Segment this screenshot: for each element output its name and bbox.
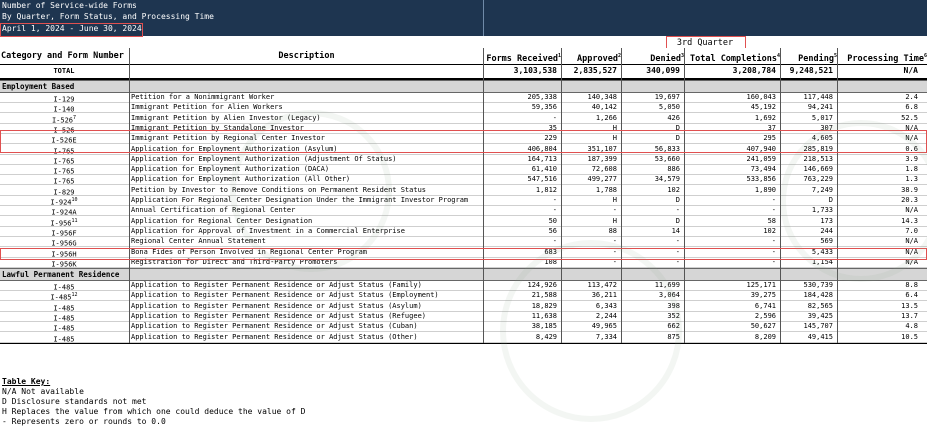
cell-pending: 94,241 (807, 103, 833, 112)
cell-received: - (552, 196, 557, 204)
footnote-marker: 10 (71, 197, 78, 203)
column-divider (129, 48, 130, 343)
cell-completions: 73,494 (750, 165, 776, 174)
cell-processing: N/A (905, 247, 918, 256)
form-description: Bona Fides of Person Involved in Regional Center Program (131, 247, 368, 256)
cell-pending: 173 (820, 216, 833, 225)
form-number-text: I-956 (50, 218, 72, 227)
cell-pending: 4,605 (811, 134, 833, 143)
form-description: Application to Register Permanent Residence or Adjust Status (Other) (131, 332, 418, 341)
form-description: Application for Approval of Investment in a Commercial Enterprise (131, 226, 405, 235)
cell-received: 11,638 (531, 312, 557, 320)
form-description: Application For Regional Center Designation Under the Immigrant Investor Program (131, 196, 469, 204)
cell-processing: N/A (905, 134, 918, 143)
cell-denied: 5,050 (658, 103, 680, 112)
total-completions: 3,208,784 (732, 66, 776, 75)
form-description: Application for Employment Authorization (All Other) (131, 175, 351, 184)
form-number-text: I-829 (53, 188, 75, 197)
cell-denied: - (675, 237, 680, 246)
cell-denied: D (675, 216, 680, 225)
col-approved: Approved$^2$ (577, 53, 621, 64)
cell-denied: 352 (667, 312, 680, 320)
cell-completions: 8,209 (754, 332, 776, 341)
form-number-text: I-129 (53, 95, 75, 104)
cell-denied: 34,579 (654, 175, 680, 184)
form-description: Application for Regional Center Designation (131, 216, 313, 225)
form-description: Application to Register Permanent Residence or Adjust Status (Family) (131, 281, 422, 290)
cell-approved: 187,399 (587, 154, 617, 163)
cell-approved: 113,472 (587, 281, 617, 290)
report-header (0, 0, 927, 36)
cell-completions: 1,692 (754, 113, 776, 122)
form-description: Immigrant Petition by Standalone Investor (131, 123, 304, 132)
cell-approved: 72,608 (591, 165, 617, 174)
form-description: Application for Employment Authorization (Adjustment Of Status) (131, 154, 397, 163)
cell-denied: 56,833 (654, 144, 680, 153)
cell-completions: - (771, 237, 776, 246)
footnote-marker: 7 (73, 114, 77, 121)
total-denied: 340,099 (646, 66, 680, 75)
cell-approved: - (612, 257, 617, 266)
total-pending: 9,248,521 (789, 66, 833, 75)
table-key-item: H Replaces the value from which one could deduce the value of D (2, 407, 306, 416)
cell-completions: 45,192 (750, 103, 776, 112)
cell-pending: 569 (820, 237, 833, 246)
form-number-text: I-485 (53, 283, 75, 292)
cell-processing: N/A (905, 206, 918, 215)
cell-completions: 125,171 (746, 281, 776, 290)
cell-received: 124,926 (527, 281, 557, 290)
cell-denied: 886 (667, 165, 680, 174)
report-subtitle: By Quarter, Form Status, and Processing Time (2, 12, 214, 21)
cell-processing: 0.6 (905, 144, 918, 153)
cell-processing: 6.8 (905, 103, 918, 112)
cell-processing: 52.5 (901, 113, 918, 122)
form-number-text: I-956H (51, 249, 77, 258)
form-number-text: I-485 (50, 293, 72, 302)
cell-completions: 533,856 (746, 175, 776, 184)
quarter-label: 3rd Quarter (676, 38, 734, 48)
cell-pending: 7,249 (811, 185, 833, 194)
cell-completions: 295 (763, 134, 776, 143)
cell-approved: 88 (608, 226, 617, 235)
form-number-text: I-485 (53, 334, 75, 343)
cell-processing: 1.3 (905, 175, 918, 184)
cell-completions: 6,741 (754, 301, 776, 310)
cell-completions: 58 (767, 216, 776, 225)
cell-received: 1,812 (535, 185, 557, 194)
cell-received: 229 (544, 134, 557, 143)
column-divider (837, 48, 838, 343)
cell-pending: 145,707 (803, 322, 833, 331)
cell-pending: 530,739 (803, 281, 833, 290)
cell-received: 108 (544, 257, 557, 266)
cell-pending: 5,017 (811, 113, 833, 122)
cell-received: 406,804 (527, 144, 557, 153)
form-description: Immigrant Petition by Alien Investor (Legacy) (131, 113, 321, 122)
cell-received: 56 (548, 226, 557, 235)
form-description: Petition for a Nonimmigrant Worker (131, 93, 275, 101)
cell-completions: 2,596 (754, 312, 776, 320)
form-description: Application for Employment Authorization (Asylum) (131, 144, 338, 153)
cell-completions: 160,043 (746, 93, 776, 101)
cell-pending: 184,428 (803, 291, 833, 300)
cell-pending: D (828, 196, 833, 204)
column-divider (684, 48, 685, 343)
form-number-text: I-526 (51, 115, 74, 124)
cell-pending: 39,425 (807, 312, 833, 320)
cell-pending: 82,565 (807, 301, 833, 310)
cell-denied: - (675, 247, 680, 256)
cell-approved: 6,343 (595, 301, 617, 310)
table-key-title: Table Key: (2, 377, 51, 386)
cell-denied: D (675, 134, 680, 143)
cell-denied: D (675, 123, 680, 132)
cell-approved: - (612, 206, 617, 215)
cell-received: 61,410 (531, 165, 557, 174)
table-bottom-border (0, 343, 927, 344)
form-number-text: I-765 (53, 177, 75, 186)
cell-processing: 4.8 (905, 322, 918, 331)
form-description: Application to Register Permanent Residence or Adjust Status (Employment) (131, 291, 439, 300)
cell-received: 50 (548, 216, 557, 225)
cell-pending: 244 (820, 226, 833, 235)
cell-denied: 398 (667, 301, 680, 310)
form-description: Immigrant Petition by Regional Center Investor (131, 134, 325, 143)
col-processing: Processing Time$^6$ (847, 53, 927, 64)
cell-completions: - (771, 247, 776, 256)
cell-approved: 2,244 (595, 312, 617, 320)
cell-approved: 40,142 (591, 103, 617, 112)
table-key-item: - Represents zero or rounds to 0.0 (2, 417, 166, 426)
cell-approved: 1,788 (595, 185, 617, 194)
cell-processing: 13.7 (901, 312, 918, 320)
cell-approved: H (612, 196, 617, 204)
form-description: Application to Register Permanent Residence or Adjust Status (Cuban) (131, 322, 418, 331)
cell-pending: 763,229 (803, 175, 833, 184)
cell-pending: 307 (820, 123, 833, 132)
section-title: Lawful Permanent Residence (2, 270, 120, 280)
cell-completions: 50,627 (750, 322, 776, 331)
cell-processing: 10.5 (901, 332, 918, 341)
cell-completions: 102 (763, 226, 776, 235)
cell-received: 547,516 (527, 175, 557, 184)
col-pending: Pending$^5$ (798, 53, 837, 64)
cell-approved: H (612, 123, 617, 132)
total-row (0, 64, 927, 80)
cell-processing: 2.4 (905, 93, 918, 101)
footnote-marker: 12 (71, 292, 78, 299)
cell-received: 38,185 (531, 322, 557, 331)
form-number-text: I-956F (51, 229, 77, 238)
cell-denied: 14 (671, 226, 680, 235)
cell-approved: - (612, 247, 617, 256)
cell-denied: D (675, 196, 680, 204)
cell-received: 205,338 (527, 93, 557, 101)
cell-processing: N/A (905, 123, 918, 132)
cell-pending: 146,669 (803, 165, 833, 174)
cell-pending: 117,448 (803, 93, 833, 101)
form-number-text: I-140 (53, 105, 75, 114)
cell-received: 683 (544, 247, 557, 256)
column-divider (780, 48, 781, 343)
cell-processing: 7.0 (905, 226, 918, 235)
cell-completions: - (771, 206, 776, 215)
col-received: Forms Received$^1$ (486, 53, 561, 64)
cell-processing: N/A (905, 237, 918, 246)
form-number-text: I-956K (51, 260, 77, 269)
form-description: Immigrant Petition for Alien Workers (131, 103, 283, 112)
col-description: Description (278, 51, 335, 61)
cell-approved: H (612, 216, 617, 225)
cell-pending: 285,819 (803, 144, 833, 153)
total-received: 3,103,538 (513, 66, 557, 75)
cell-received: 35 (548, 123, 557, 132)
cell-received: 59,356 (531, 103, 557, 112)
cell-approved: 36,211 (591, 291, 617, 300)
cell-denied: 662 (667, 322, 680, 331)
form-number-text: I-765 (53, 167, 75, 176)
cell-approved: 1,266 (595, 113, 617, 122)
cell-denied: - (675, 206, 680, 215)
cell-pending: 218,513 (803, 154, 833, 163)
cell-completions: 1,890 (754, 185, 776, 194)
cell-processing: 3.9 (905, 154, 918, 163)
cell-completions: - (771, 257, 776, 266)
column-divider (483, 48, 484, 343)
cell-denied: 426 (667, 113, 680, 122)
form-number-text: I-485 (53, 324, 75, 333)
footnote-marker: 11 (71, 217, 78, 224)
table-row (0, 332, 927, 343)
form-description: Application to Register Permanent Residence or Adjust Status (Asylum) (131, 301, 422, 310)
form-number-text: I-526 (53, 126, 75, 135)
form-number-text: I-924 (50, 198, 72, 207)
cell-denied: 11,699 (654, 281, 680, 290)
col-denied: Denied$^3$ (650, 53, 684, 64)
cell-pending: 49,415 (807, 332, 833, 341)
section-title: Employment Based (2, 82, 75, 91)
table-row (0, 257, 927, 268)
cell-completions: 39,275 (750, 291, 776, 300)
cell-pending: 1,154 (811, 257, 833, 266)
form-number-text: I-765 (53, 157, 75, 166)
cell-completions: 241,059 (746, 154, 776, 163)
cell-processing: 8.8 (905, 281, 918, 290)
cell-completions: 37 (767, 123, 776, 132)
form-number-text: I-485 (53, 304, 75, 313)
cell-denied: 53,660 (654, 154, 680, 163)
total-label: TOTAL (53, 67, 75, 75)
cell-processing: 13.5 (901, 301, 918, 310)
cell-pending: 5,433 (811, 247, 833, 256)
table-key-item: N/A Not available (2, 387, 84, 396)
cell-denied: 102 (667, 185, 680, 194)
cell-approved: H (612, 134, 617, 143)
cell-received: 8,429 (535, 332, 557, 341)
col-category: Category and Form Number (1, 51, 124, 61)
header-divider (483, 0, 484, 36)
cell-completions: 407,940 (746, 144, 776, 153)
form-description: Regional Center Annual Statement (131, 237, 266, 246)
cell-approved: 499,277 (587, 175, 617, 184)
col-completions: Total Completions$^4$ (689, 53, 780, 64)
form-description: Application to Register Permanent Residence or Adjust Status (Refugee) (131, 312, 427, 320)
form-number-text: I-765 (53, 146, 75, 155)
cell-processing: 14.3 (901, 216, 918, 225)
total-processing: N/A (903, 66, 918, 75)
cell-denied: 3,064 (658, 291, 680, 300)
form-description: Registration for Direct and Third-Party Promoters (131, 257, 338, 266)
cell-denied: 875 (667, 332, 680, 341)
report-date-range: April 1, 2024 - June 30, 2024 (2, 24, 142, 33)
cell-processing: 6.4 (905, 291, 918, 300)
report-title: Number of Service-wide Forms (2, 1, 137, 10)
form-description: Application for Employment Authorization (DACA) (131, 165, 330, 174)
cell-completions: - (771, 196, 776, 204)
cell-received: - (552, 113, 557, 122)
cell-denied: - (675, 257, 680, 266)
cell-processing: 1.8 (905, 165, 918, 174)
table-key-item: D Disclosure standards not met (2, 397, 147, 406)
column-divider (621, 48, 622, 343)
cell-approved: 351,107 (587, 144, 617, 153)
form-number-text: I-956G (51, 239, 77, 248)
cell-processing: 38.9 (901, 185, 918, 194)
cell-processing: N/A (905, 257, 918, 266)
form-number-text: I-526E (51, 136, 77, 145)
cell-received: 164,713 (527, 154, 557, 163)
form-description: Annual Certification of Regional Center (131, 206, 296, 215)
column-divider (561, 48, 562, 343)
cell-pending: 1,733 (811, 206, 833, 215)
cell-approved: 7,334 (595, 332, 617, 341)
cell-approved: 49,965 (591, 322, 617, 331)
cell-received: - (552, 206, 557, 215)
total-approved: 2,835,527 (573, 66, 617, 75)
form-number-text: I-924A (51, 208, 77, 217)
form-number-text: I-485 (53, 314, 75, 323)
cell-received: 21,588 (531, 291, 557, 300)
cell-denied: 19,697 (654, 93, 680, 101)
cell-approved: - (612, 237, 617, 246)
cell-processing: 20.3 (901, 196, 918, 204)
cell-received: 18,829 (531, 301, 557, 310)
form-description: Petition by Investor to Remove Conditions on Permanent Resident Status (131, 185, 427, 194)
cell-approved: 140,348 (587, 93, 617, 101)
cell-received: - (552, 237, 557, 246)
